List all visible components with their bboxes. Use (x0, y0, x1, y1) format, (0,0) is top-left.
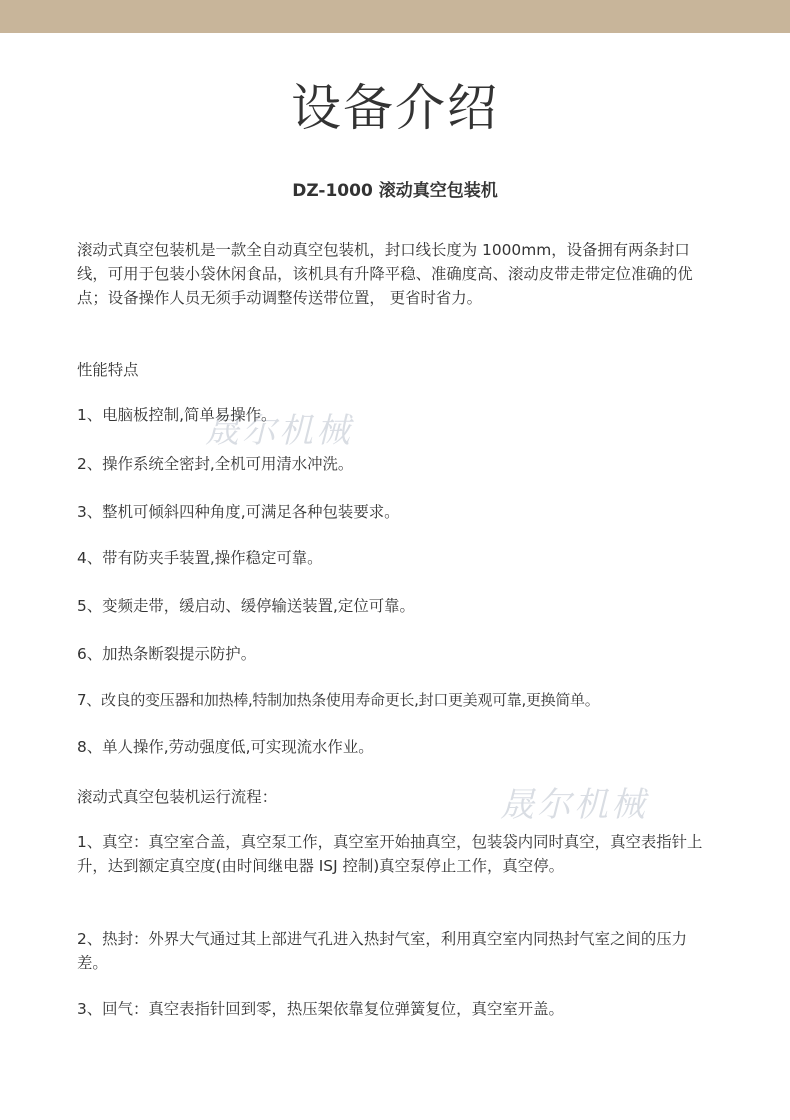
feature-item: 1、电脑板控制,简单易操作。 (77, 406, 277, 424)
feature-item: 4、带有防夹手装置,操作稳定可靠。 (77, 549, 323, 567)
watermark-logo: 晟尔机械 (205, 411, 353, 451)
features-heading: 性能特点 (77, 361, 139, 379)
feature-item: 8、单人操作,劳动强度低,可实现流水作业。 (77, 738, 374, 756)
intro-paragraph: 滚动式真空包装机是一款全自动真空包装机，封口线长度为 1000mm，设备拥有两条封口线，可用于包装小袋休闲食品，该机具有升降平稳、准确度高、滚动皮带走带定位准确的优点；设备操作人员无须手动调整传送带位置， 更省时省力。 (77, 241, 693, 307)
feature-item: 6、加热条断裂提示防护。 (77, 645, 257, 663)
feature-item: 5、变频走带，缓启动、缓停输送装置,定位可靠。 (77, 597, 415, 615)
feature-item: 2、操作系统全密封,全机可用清水冲洗。 (77, 455, 354, 473)
process-step: 2、热封：外界大气通过其上部进气孔进入热封气室，利用真空室内同热封气室之间的压力差。 (77, 930, 688, 972)
product-subtitle: DZ-1000 滚动真空包装机 (292, 181, 498, 201)
feature-item: 3、整机可倾斜四种角度,可满足各种包装要求。 (77, 503, 400, 521)
process-step: 1、真空：真空室合盖，真空泵工作，真空室开始抽真空，包装袋内同时真空，真空表指针上升，达到额定真空度(由时间继电器 ISJ 控制)真空泵停止工作，真空停。 (77, 833, 703, 875)
top-color-band (0, 0, 790, 33)
process-heading: 滚动式真空包装机运行流程： (77, 788, 278, 806)
page-title: 设备介绍 (291, 79, 499, 137)
feature-item: 7、改良的变压器和加热棒,特制加热条使用寿命更长,封口更美观可靠,更换简单。 (77, 691, 600, 709)
process-step: 3、回气：真空表指针回到零，热压架依靠复位弹簧复位，真空室开盖。 (77, 1000, 564, 1018)
watermark-logo: 晟尔机械 (500, 785, 648, 825)
